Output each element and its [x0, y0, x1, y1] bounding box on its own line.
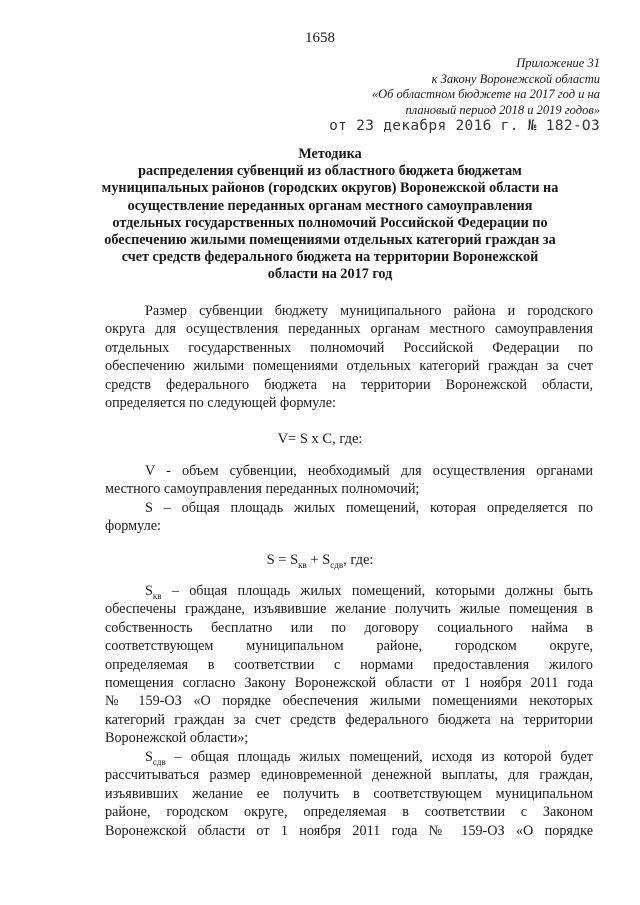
- title-line: счет средств федерального бюджета на территории Воронежской: [121, 249, 539, 266]
- text-line: обеспечению жилыми помещениями отдельных категорий граждан за счет: [105, 358, 593, 375]
- formula-subscript: сдв: [330, 559, 344, 570]
- text-line: Воронежской области от 1 ноября 2011 года № 159-ОЗ «О порядке: [105, 822, 593, 839]
- document-title: [60, 146, 600, 284]
- title-line: муниципальных районов (городских округов) Воронежской области на: [101, 180, 559, 197]
- text-line: определяется по следующей формуле:: [105, 395, 336, 412]
- appendix-line: «Об областном бюджете на 2017 год и на: [371, 87, 600, 101]
- formula-part: , где:: [343, 552, 374, 568]
- intro-paragraph: [105, 302, 593, 412]
- date-number-stamp: от 23 декабря 2016 г. № 182-ОЗ: [329, 118, 600, 134]
- text-line: обеспечены граждане, изъявившие желание получить жилые помещения в: [105, 601, 593, 618]
- symbol: S: [145, 749, 153, 765]
- definition-ssdv: [105, 748, 593, 840]
- appendix-line: Приложение 31: [516, 56, 600, 70]
- title-line: осуществление переданных органам местного самоуправления: [127, 197, 533, 214]
- title-line: обеспечению жилыми помещениями отдельных категорий граждан за: [104, 232, 556, 249]
- title-line: области на 2017 год: [267, 266, 393, 283]
- text-line: местного самоуправления переданных полномочий;: [105, 481, 420, 498]
- appendix-line: плановый период 2018 и 2019 годов»: [405, 102, 600, 117]
- text-line: V - объем субвенции, необходимый для осуществления органами: [145, 463, 593, 479]
- title-line: Методика: [298, 146, 362, 162]
- appendix-line: к Закону Воронежской области: [431, 71, 600, 86]
- appendix-header: [240, 56, 600, 135]
- symbol: S: [145, 583, 153, 599]
- text-line: определяемая в соответствии с нормами предоставления жилого: [105, 656, 593, 673]
- text-line: средств федерального бюджета на территории Воронежской области,: [105, 376, 593, 393]
- text-line: S – общая площадь жилых помещений, которая определяется по: [145, 500, 593, 516]
- text-line: соответствующем муниципальном районе, городском округе,: [105, 638, 593, 655]
- formula-subscript: кв: [298, 559, 307, 570]
- text-line: категорий граждан за счет средств федерального бюджета на территории: [105, 711, 593, 728]
- text-line: формуле:: [105, 518, 161, 535]
- text-line: [105, 582, 593, 600]
- definition-s: [105, 499, 593, 536]
- text-line: № 159-ОЗ «О порядке обеспечения жилыми помещениями некоторых: [105, 693, 593, 710]
- text-line: отдельных государственных полномочий Российской Федерации по: [105, 339, 593, 356]
- title-line: отдельных государственных полномочий Российской Федерации по: [112, 214, 548, 231]
- formula-part: S = S: [266, 552, 299, 568]
- text-line: районе, городском округе, определяемая в соответствии с Законом: [105, 804, 593, 821]
- formula-part: + S: [306, 552, 331, 568]
- title-line: распределения субвенций из областного бюджета бюджетам: [138, 163, 522, 180]
- symbol-subscript: кв: [152, 590, 162, 601]
- page-number: 1658: [305, 30, 335, 46]
- text-fragment: – общая площадь жилых помещений, которыми должны быть: [161, 583, 593, 599]
- text-line: рассчитываться размер единовременной денежной выплаты, для граждан,: [105, 767, 593, 784]
- text-line: Размер субвенции бюджету муниципального района и городского: [145, 303, 593, 319]
- text-line: [105, 748, 593, 766]
- text-line: Воронежской области»;: [105, 730, 249, 747]
- definition-v: [105, 462, 593, 499]
- definition-skv: [105, 582, 593, 748]
- text-line: собственность бесплатно или по договору социального найма в: [105, 619, 593, 636]
- text-line: помещения согласно Закону Воронежской области от 1 ноября 2011 года: [105, 675, 593, 692]
- text-line: округа для осуществления переданных органам местного самоуправления: [105, 321, 593, 338]
- text-fragment: – общая площадь жилых помещений, исходя из которой будет: [165, 749, 593, 765]
- formula-v: V= S x C, где:: [277, 431, 363, 447]
- formula-s: [0, 552, 640, 569]
- symbol-subscript: сдв: [152, 756, 166, 767]
- text-line: изъявивших желание ее получить в соответствующем муниципальном: [105, 785, 593, 802]
